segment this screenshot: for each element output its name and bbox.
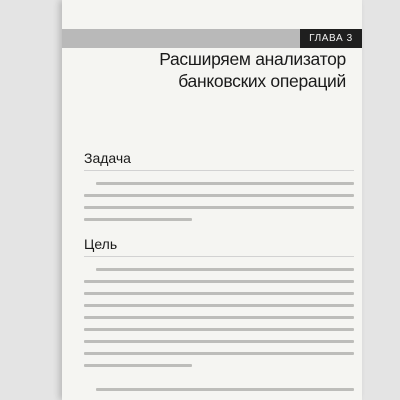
chapter-title-line: банковских операций <box>178 71 346 91</box>
section-divider <box>84 256 354 257</box>
closing-paragraph <box>84 388 354 400</box>
section-heading-task: Задача <box>84 150 131 166</box>
goal-paragraph <box>84 268 354 380</box>
chapter-title <box>116 48 346 92</box>
book-page <box>62 0 362 400</box>
chapter-title-line: Расширяем анализатор <box>159 49 346 69</box>
chapter-label: ГЛАВА 3 <box>300 29 362 48</box>
section-divider <box>84 170 354 171</box>
task-paragraph <box>84 182 354 234</box>
chapter-header-band <box>62 29 362 48</box>
section-heading-goal: Цель <box>84 236 118 252</box>
